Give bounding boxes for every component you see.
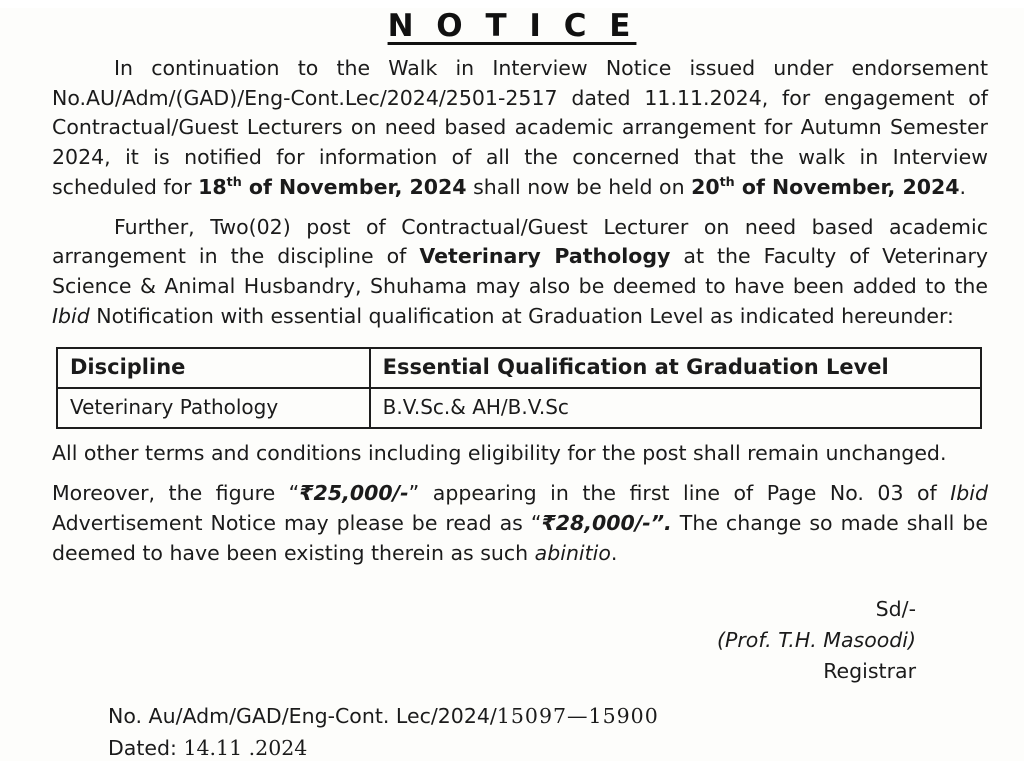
table-row [57, 388, 981, 428]
dated-line [108, 733, 988, 764]
reference-handwritten-number: 15097—15900 [496, 703, 659, 728]
paragraph-figure-correction [52, 479, 988, 568]
signatory-designation: Registrar [823, 658, 916, 683]
p1-new-date-number: 20 [691, 174, 720, 199]
p4-new-figure: ₹28,000/-”. [541, 510, 672, 535]
p2-ibid: Ibid [52, 303, 90, 328]
signature-block [52, 594, 988, 686]
document-body [0, 54, 1024, 764]
footer-reference [52, 701, 988, 764]
table-header-row [57, 348, 981, 388]
signatory-name: (Prof. T.H. Masoodi) [717, 628, 916, 653]
table-header-discipline: Discipline [57, 348, 370, 388]
p1-middle: shall now be held on [466, 174, 692, 199]
p1-old-date-number: 18 [198, 174, 227, 199]
reference-prefix: No. Au/Adm/GAD/Eng-Cont. Lec/2024/ [108, 703, 497, 728]
qualification-table [56, 347, 982, 429]
p4-old-figure: ₹25,000/- [299, 481, 409, 506]
table-cell-discipline: Veterinary Pathology [57, 388, 370, 428]
p1-new-date-rest: of November, 2024 [734, 174, 960, 199]
p1-old-date-rest: of November, 2024 [241, 174, 467, 199]
p4-part4: The change so made shall be deemed to have been existing therein as such [52, 510, 988, 565]
dated-value: 14.11 .2024 [183, 736, 308, 761]
p4-part3: Advertisement Notice may please be read as “ [52, 510, 542, 535]
table-cell-qualification: B.V.Sc.& AH/B.V.Sc [370, 388, 981, 428]
reference-number-line [108, 701, 988, 732]
p1-new-date-suffix: th [719, 174, 735, 190]
p2-part3: Notification with essential qualification at Graduation Level as indicated hereunder: [89, 303, 954, 328]
page-title: N O T I C E [387, 8, 637, 44]
p1-tail: . [959, 174, 967, 199]
paragraph-terms-unchanged: All other terms and conditions including eligibility for the post shall remain unchanged. [52, 441, 947, 466]
p1-old-date-suffix: th [226, 174, 242, 190]
p4-part5: . [610, 540, 618, 565]
paragraph-continuation [52, 54, 988, 203]
p4-abinitio: abinitio [534, 540, 611, 565]
table-header-qualification: Essential Qualification at Graduation Level [370, 348, 981, 388]
signature-sd: Sd/- [875, 597, 916, 622]
paragraph-additional-posts [52, 213, 988, 332]
p2-discipline: Veterinary Pathology [419, 244, 671, 269]
p1-lead: In continuation to the Walk in Interview Notice issued under endorsement No.AU/Adm/(GAD)/Eng-Cont.Lec/2024/2501-2517 dated 11.11.2024, for engagement of Contractual/Guest Lecturers on need based academic arrangement for Autumn Semester 2024, it is notified for information of all the concerned that the walk in Interview scheduled for [52, 56, 988, 199]
p4-ibid: Ibid [950, 481, 989, 506]
p2-part1: Further, Two(02) post of Contractual/Guest Lecturer on need based academic arrangement in the discipline of [52, 214, 988, 269]
dated-label: Dated: [108, 736, 184, 761]
p4-part2: ” appearing in the first line of Page No. 03 of [408, 481, 951, 506]
p2-part2: at the Faculty of Veterinary Science & Animal Husbandry, Shuhama may also be deemed to have been added to the [52, 244, 989, 299]
notice-document [0, 8, 1024, 761]
p4-part1: Moreover, the figure “ [52, 481, 300, 506]
